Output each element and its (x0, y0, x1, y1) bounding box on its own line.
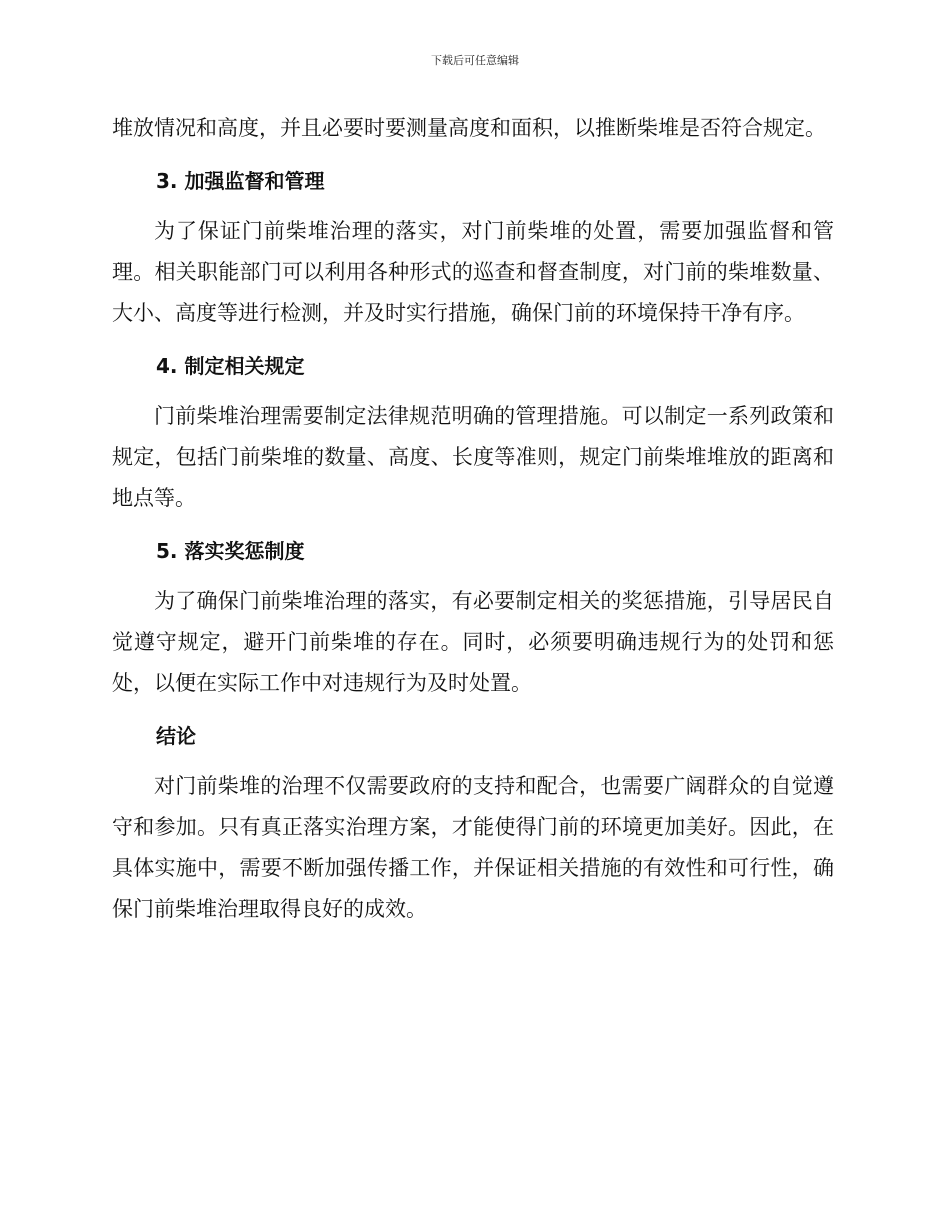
document-body (112, 108, 834, 930)
page-header: 下载后可任意编辑 (431, 54, 519, 67)
section-5-heading: 5. 落实奖惩制度 (156, 539, 305, 563)
section-4-heading: 4. 制定相关规定 (156, 354, 305, 378)
section-4-body: 门前柴堆治理需要制定法律规范明确的管理措施。可以制定一系列政策和规定，包括门前柴堆的数量、高度、长度等准则，规定门前柴堆堆放的距离和地点等。 (112, 404, 834, 510)
conclusion-heading: 结论 (156, 724, 196, 748)
section-5-body: 为了确保门前柴堆治理的落实，有必要制定相关的奖惩措施，引导居民自觉遵守规定，避开门前柴堆的存在。同时，必须要明确违规行为的处罚和惩处，以便在实际工作中对违规行为及时处置。 (112, 589, 834, 695)
intro-tail-paragraph: 堆放情况和高度，并且必要时要测量高度和面积，以推断柴堆是否符合规定。 (112, 116, 826, 140)
section-3-heading: 3. 加强监督和管理 (156, 169, 325, 193)
section-3-body: 为了保证门前柴堆治理的落实，对门前柴堆的处置，需要加强监督和管理。相关职能部门可以利用各种形式的巡查和督查制度，对门前的柴堆数量、大小、高度等进行检测，并及时实行措施，确保门前的环境保持干净有序。 (112, 219, 834, 325)
conclusion-body: 对门前柴堆的治理不仅需要政府的支持和配合，也需要广阔群众的自觉遵守和参加。只有真正落实治理方案，才能使得门前的环境更加美好。因此，在具体实施中，需要不断加强传播工作，并保证相关措施的有效性和可行性，确保门前柴堆治理取得良好的成效。 (112, 774, 834, 921)
